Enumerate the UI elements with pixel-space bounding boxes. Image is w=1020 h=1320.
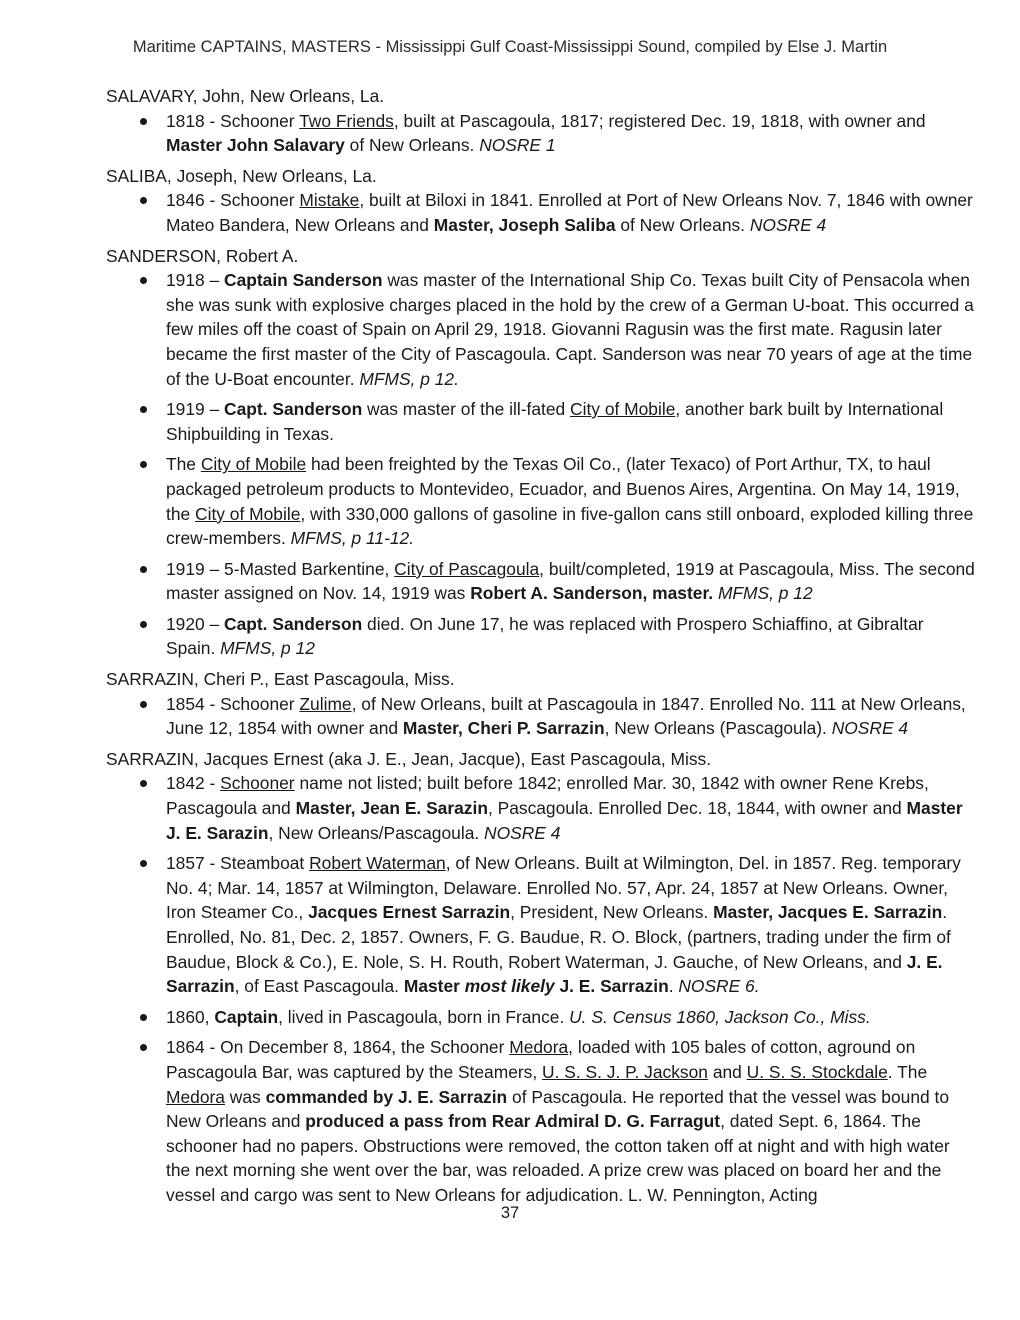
entry-item <box>106 771 976 845</box>
text-segment: Master J. E. Sarazin <box>166 798 963 843</box>
text-segment: NOSRE 4 <box>831 718 909 739</box>
text-segment: of New Orleans. <box>344 135 480 156</box>
entry-item <box>106 452 976 550</box>
entry-item <box>106 851 976 999</box>
text-segment: 1864 - On December 8, 1864, the Schooner <box>166 1037 510 1058</box>
text-segment: J. E. Sarrazin <box>554 976 669 997</box>
text-segment: NOSRE 1 <box>479 135 556 156</box>
text-segment: , dated Sept. 6, 1864. The schooner had no papers. Obstructions were removed, the cotton taken off at night and with high water the next morning she went over the bar, was reloaded. A prize crew was placed on board her and the vessel and cargo was sent to New Orleans for adjudication. L. W. Pennington, Acting <box>166 1111 950 1205</box>
text-segment: and <box>707 1061 747 1082</box>
text-segment: . Enrolled, No. 81, Dec. 2, 1857. Owners, F. G. Baudue, R. O. Block, (partners, trading under the firm of Baudue, Block & Co.), E. Nole, S. H. Routh, Robert Waterman, J. Gauche, of New Orleans, and <box>166 902 951 972</box>
entry-item-list <box>106 692 976 741</box>
entry-item <box>106 188 976 237</box>
page-header: Maritime CAPTAINS, MASTERS - Mississippi Gulf Coast-Mississippi Sound, compiled by Else J. Martin <box>132 38 888 56</box>
text-segment: Robert A. Sanderson, master. <box>470 583 714 604</box>
text-segment: 1860, <box>166 1006 215 1027</box>
entry-item <box>106 612 976 661</box>
entry-item <box>106 692 976 741</box>
entry-item <box>106 557 976 606</box>
text-segment: Captain <box>214 1006 279 1027</box>
text-segment: Jacques Ernest Sarrazin <box>308 902 511 923</box>
text-segment: of Pascagoula. He reported that the vessel was bound to New Orleans and <box>166 1086 949 1132</box>
text-segment: Schooner <box>220 773 295 794</box>
page-number: 37 <box>500 1204 520 1222</box>
text-segment: NOSRE 6. <box>678 976 760 997</box>
entry-item <box>106 1035 976 1207</box>
text-segment: Captain Sanderson <box>224 270 383 291</box>
entry-item <box>106 397 976 446</box>
entry-item-list <box>106 268 976 661</box>
text-segment: J. E. Sarrazin <box>166 951 943 997</box>
text-segment: , of East Pascagoula. <box>234 976 404 997</box>
text-segment: of New Orleans. <box>615 214 750 235</box>
document-body <box>106 84 976 1214</box>
entry-item-list <box>106 771 976 1207</box>
text-segment: Medora <box>509 1037 569 1058</box>
text-segment: NOSRE 4 <box>749 214 827 235</box>
text-segment: , loaded with 105 bales of cotton, aground on Pascagoula Bar, was captured by the Steamers, <box>166 1037 916 1082</box>
text-segment: MFMS, p 12 <box>220 638 315 659</box>
text-segment: U. S. S. Stockdale <box>746 1061 888 1082</box>
text-segment: MFMS, p 12 <box>717 583 813 604</box>
entry-item <box>106 268 976 391</box>
text-segment: City of Mobile <box>200 454 307 475</box>
text-segment: City of Mobile <box>570 399 676 420</box>
text-segment: Master, Jacques E. Sarrazin <box>713 902 943 923</box>
text-segment: City of Mobile <box>195 503 301 524</box>
text-segment: Medora <box>166 1086 225 1107</box>
text-segment: name not listed; built before 1842; enrolled Mar. 30, 1842 with owner Rene Krebs, Pascagoula and <box>166 773 929 819</box>
text-segment: died. On June 17, he was replaced with Prospero Schiaffino, at Gibraltar Spain. <box>166 613 924 659</box>
text-segment: Master, Jean E. Sarazin <box>295 798 488 819</box>
text-segment: most likely <box>464 976 555 997</box>
text-segment: Mistake <box>299 190 360 211</box>
text-segment: Zulime <box>299 693 352 714</box>
text-segment: . The <box>887 1061 928 1082</box>
entry-name: SALIBA, Joseph, New Orleans, La. <box>106 165 377 186</box>
text-segment: 1920 – <box>166 613 225 634</box>
entry-item <box>106 1005 976 1030</box>
text-segment: NOSRE 4 <box>484 822 561 843</box>
text-segment: , lived in Pascagoula, born in France. <box>278 1006 570 1027</box>
text-segment: Master John Salavary <box>166 135 345 156</box>
text-segment: . <box>668 976 679 997</box>
text-segment: Capt. Sanderson <box>224 399 363 420</box>
text-segment: Capt. Sanderson <box>224 613 363 634</box>
text-segment: had been freighted by the Texas Oil Co., (later Texaco) of Port Arthur, TX, to haul packaged petroleum products to Montevideo, Ecuador, and Buenos Aires, Argentina. On May 14, 1919, the <box>166 454 960 524</box>
text-segment: , of New Orleans, built at Pascagoula in 1847. Enrolled No. 111 at New Orleans, June 12, 1854 with owner and <box>166 693 966 739</box>
text-segment: 1818 - Schooner <box>166 110 300 131</box>
entry-name: SARRAZIN, Jacques Ernest (aka J. E., Jean, Jacque), East Pascagoula, Miss. <box>106 748 712 769</box>
text-segment: 1857 - Steamboat <box>166 853 310 874</box>
text-segment: 1854 - Schooner <box>166 693 300 714</box>
text-segment: was master of the International Ship Co. Texas built City of Pensacola when she was sunk with explosive charges placed in the hold by the crew of a German U-boat. This occurred a few miles off the coast of Spain on April 29, 1918. Giovanni Ragusin was the first mate. Ragusin later became the first master of the City of Pascagoula. Capt. Sanderson was near 70 years of age at the time of the U-Boat encounter. <box>166 270 974 389</box>
text-segment: commanded by J. E. Sarrazin <box>265 1086 508 1107</box>
text-segment: MFMS, p 11-12. <box>290 528 415 549</box>
entry-name: SARRAZIN, Cheri P., East Pascagoula, Miss. <box>106 669 455 690</box>
text-segment: MFMS, p 12. <box>359 368 459 389</box>
entry-item-list <box>106 188 976 237</box>
text-segment: 1846 - Schooner <box>166 190 300 211</box>
text-segment: , built at Biloxi in 1841. Enrolled at Port of New Orleans Nov. 7, 1846 with owner Mateo Bandera, New Orleans and <box>166 190 973 235</box>
text-segment: was master of the ill-fated <box>362 399 571 420</box>
text-segment: , built/completed, 1919 at Pascagoula, Miss. The second master assigned on Nov. 14, 1919 was <box>166 558 975 604</box>
text-segment: 1919 – <box>166 399 225 420</box>
text-segment: produced a pass from Rear Admiral D. G. Farragut <box>305 1111 721 1132</box>
entry-name: SALAVARY, John, New Orleans, La. <box>106 86 385 106</box>
text-segment: Master <box>403 976 465 997</box>
text-segment: Two Friends <box>299 110 394 131</box>
text-segment: , with 330,000 gallons of gasoline in five-gallon cans still onboard, exploded killing three crew-members. <box>166 503 974 549</box>
text-segment: The <box>166 454 201 475</box>
text-segment: Master, Cheri P. Sarrazin <box>402 718 605 739</box>
text-segment: , built at Pascagoula, 1817; registered Dec. 19, 1818, with owner and <box>393 110 926 131</box>
text-segment: , President, New Orleans. <box>510 902 714 923</box>
text-segment: U. S. Census 1860, Jackson Co., Miss. <box>569 1006 871 1027</box>
text-segment: 1918 – <box>166 270 225 291</box>
text-segment: Master, Joseph Saliba <box>433 214 616 235</box>
text-segment: , another bark built by International Shipbuilding in Texas. <box>166 399 944 444</box>
text-segment: , Pascagoula. Enrolled Dec. 18, 1844, with owner and <box>487 798 907 819</box>
text-segment: was <box>224 1086 266 1107</box>
entry-name: SANDERSON, Robert A. <box>106 245 299 266</box>
text-segment: , New Orleans (Pascagoula). <box>604 718 832 739</box>
entry-item <box>106 109 976 158</box>
text-segment: 1842 - <box>166 773 221 794</box>
text-segment: U. S. S. J. P. Jackson <box>542 1061 708 1082</box>
text-segment: Robert Waterman <box>309 853 446 874</box>
text-segment: City of Pascagoula <box>394 558 540 579</box>
entry-item-list <box>106 109 976 158</box>
text-segment: , New Orleans/Pascagoula. <box>268 822 485 843</box>
text-segment: , of New Orleans. Built at Wilmington, Del. in 1857. Reg. temporary No. 4; Mar. 14, 1857 at Wilmington, Delaware. Enrolled No. 57, Apr. 24, 1857 at New Orleans. Owner, Iron Steamer Co., <box>166 853 961 923</box>
text-segment: 1919 – 5-Masted Barkentine, <box>166 558 395 579</box>
